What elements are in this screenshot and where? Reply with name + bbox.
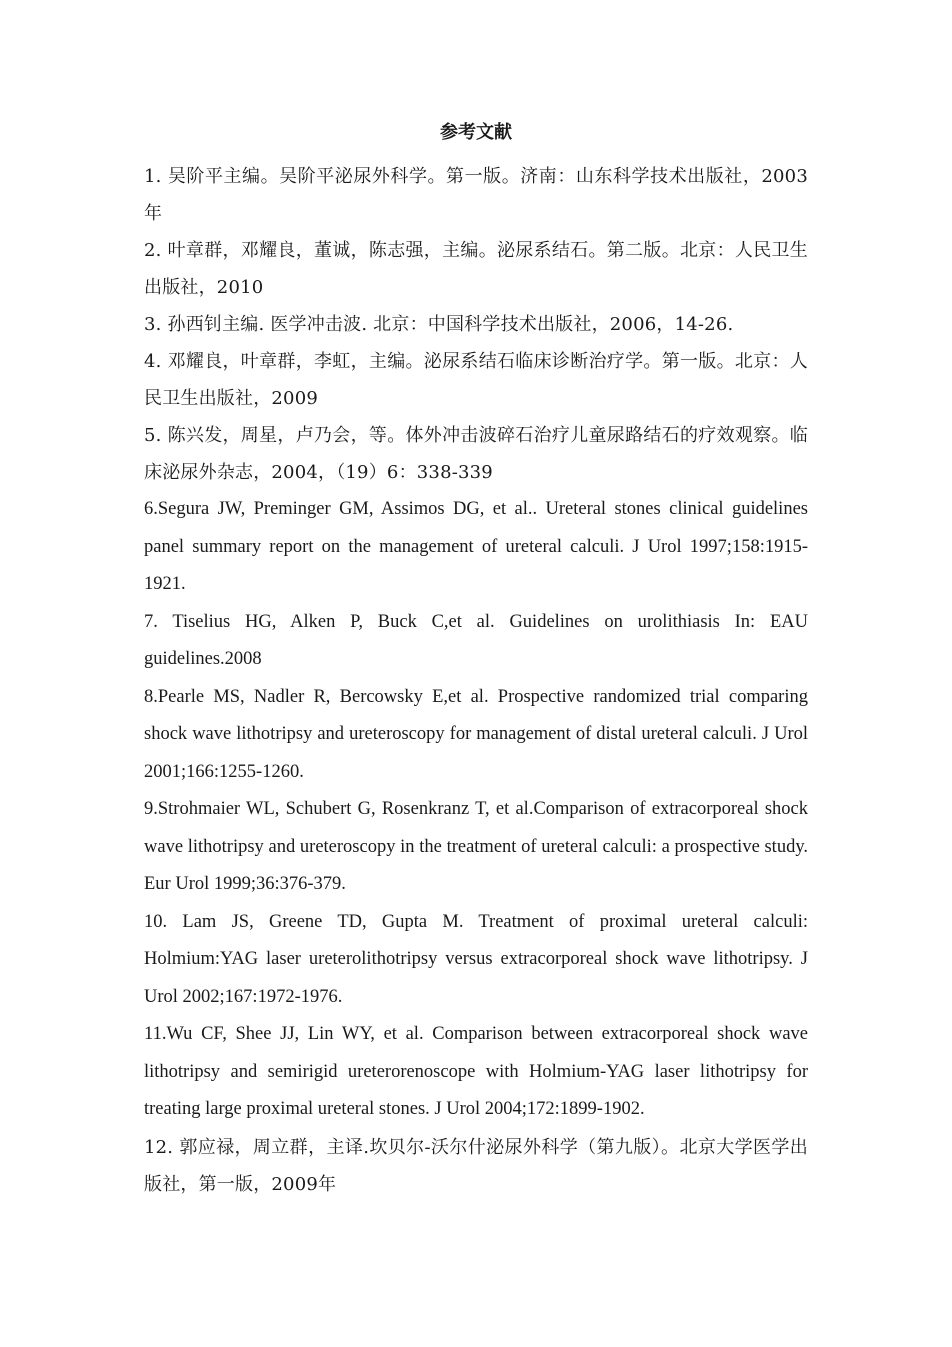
reference-item: 9.Strohmaier WL, Schubert G, Rosenkranz T, et al.Comparison of extracorporeal shock wave lithotripsy and ureteroscopy in the treatment of ureteral calculi: a prospective study. Eur Urol 1999;36:376-379. xyxy=(144,799,808,894)
document-page xyxy=(144,118,808,1203)
reference-item: 5. 陈兴发，周星，卢乃会，等。体外冲击波碎石治疗儿童尿路结石的疗效观察。临床泌尿外杂志，2004，（19）6：338-339 xyxy=(144,425,808,483)
reference-item: 7. Tiselius HG, Alken P, Buck C,et al. Guidelines on urolithiasis In: EAU guidelines.2008 xyxy=(144,611,808,669)
reference-item: 3. 孙西钊主编. 医学冲击波. 北京：中国科学技术出版社，2006，14-26. xyxy=(144,314,734,335)
reference-item: 12. 郭应禄，周立群，主译.坎贝尔-沃尔什泌尿外科学（第九版）。北京大学医学出版社，第一版，2009年 xyxy=(144,1136,808,1195)
reference-item: 11.Wu CF, Shee JJ, Lin WY, et al. Comparison between extracorporeal shock wave lithotripsy and semirigid ureterorenoscope with Holmium-YAG laser lithotripsy for treating large proximal ureteral stones. J Urol 2004;172:1899-1902. xyxy=(144,1024,808,1119)
reference-item: 8.Pearle MS, Nadler R, Bercowsky E,et al. Prospective randomized trial comparing shock wave lithotripsy and ureteroscopy for management of distal ureteral calculi. J Urol 2001;166:1255-1260. xyxy=(144,686,808,782)
reference-list xyxy=(144,158,808,1203)
reference-item: 2. 叶章群，邓耀良，董诚，陈志强，主编。泌尿系结石。第二版。北京：人民卫生出版社，2010 xyxy=(144,240,808,298)
reference-item: 1. 吴阶平主编。吴阶平泌尿外科学。第一版。济南：山东科学技术出版社，2003年 xyxy=(144,166,808,224)
document-title: 参考文献 xyxy=(440,122,512,143)
reference-item: 6.Segura JW, Preminger GM, Assimos DG, et al.. Ureteral stones clinical guidelines panel summary report on the management of ureteral calculi. J Urol 1997;158:1915-1921. xyxy=(144,499,808,594)
reference-item: 4. 邓耀良，叶章群，李虹，主编。泌尿系结石临床诊断治疗学。第一版。北京：人民卫生出版社，2009 xyxy=(144,351,808,409)
reference-item: 10. Lam JS, Greene TD, Gupta M. Treatment of proximal ureteral calculi: Holmium:YAG laser ureterolithotripsy versus extracorporeal shock wave lithotripsy. J Urol 2002;167:1972-1976. xyxy=(144,911,808,1007)
